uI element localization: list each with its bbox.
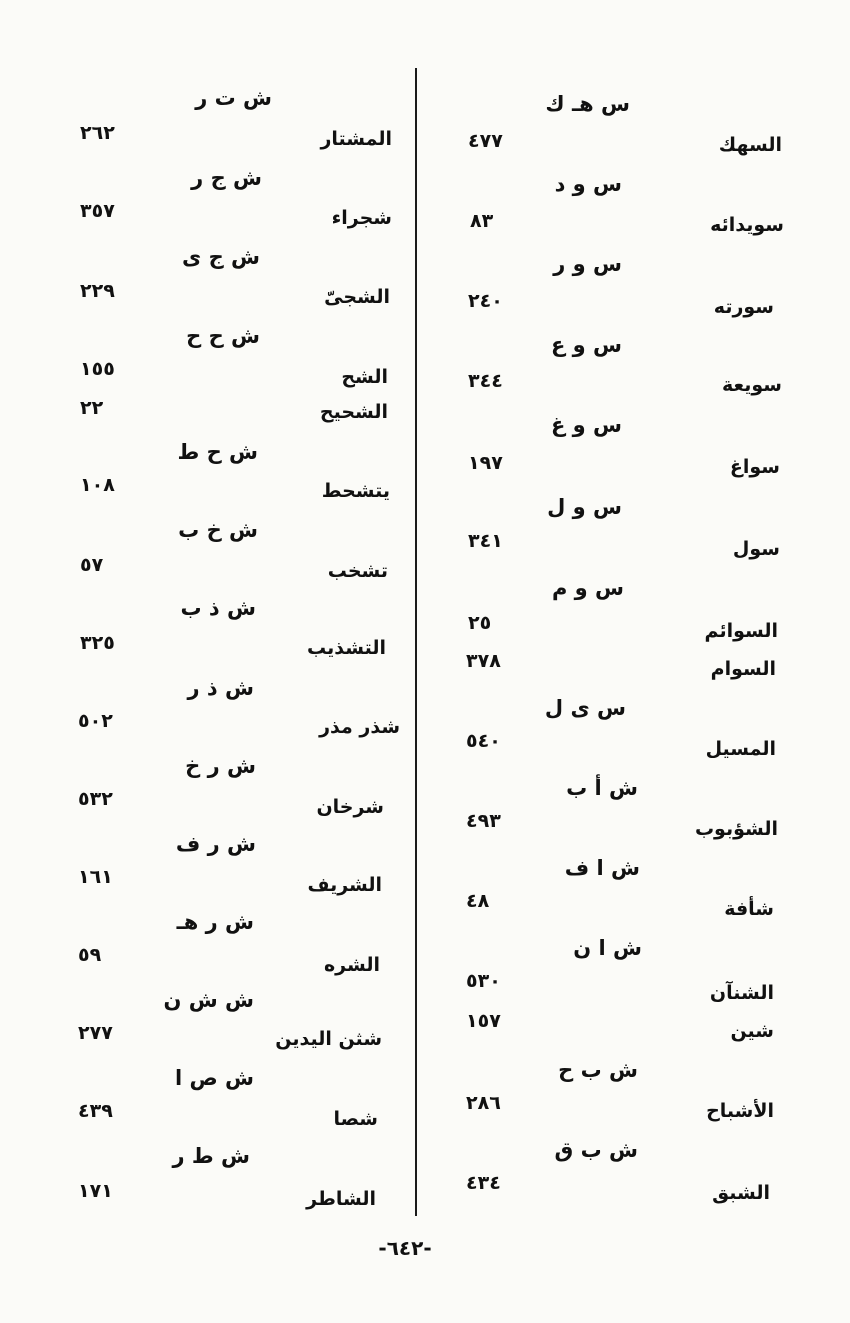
- entry-word: الشنآن: [709, 982, 774, 1004]
- entry-word: الشريف: [307, 874, 382, 896]
- entry-word: الشبق: [712, 1182, 770, 1204]
- entry-word: يتشحط: [321, 480, 390, 502]
- page-reference: ٤٩٣: [466, 810, 501, 832]
- page-reference: ٢٢٩: [80, 280, 115, 302]
- page-reference: ٢٥: [468, 612, 492, 634]
- page-reference: ٤٨: [466, 890, 490, 912]
- entry-word: المسيل: [705, 738, 776, 760]
- entry-word: سول: [732, 538, 780, 560]
- root-heading: ش ر ف: [175, 832, 256, 856]
- root-heading: ش ر خ: [185, 754, 256, 778]
- entry-word: الأشباح: [706, 1100, 774, 1122]
- page-reference: ٢٤٠: [468, 290, 503, 312]
- entry-word: الشح: [341, 366, 388, 388]
- entry-word: شثن اليدين: [275, 1028, 382, 1050]
- page-reference: ٣٧٨: [466, 650, 501, 672]
- page-reference: ١٩٧: [468, 452, 503, 474]
- entry-word: المشتار: [320, 128, 392, 150]
- page-reference: ٢٧٧: [78, 1022, 113, 1044]
- root-heading: ش ا ن: [573, 936, 642, 960]
- root-heading: س هـ ك: [545, 92, 630, 116]
- page-reference: ٥٣٠: [466, 970, 501, 992]
- page-reference: ١٦١: [78, 866, 113, 888]
- root-heading: ش ش ن: [163, 988, 254, 1012]
- page-reference: ١٥٥: [80, 358, 115, 380]
- root-heading: ش ج ى: [182, 245, 260, 269]
- page-reference: ١٧١: [78, 1180, 113, 1202]
- root-heading: س و ر: [553, 252, 622, 276]
- page-reference: ٢٦٢: [80, 122, 115, 144]
- entry-word: الشؤبوب: [694, 818, 778, 840]
- entry-word: شأفة: [724, 898, 774, 920]
- entry-word: شين: [730, 1020, 774, 1042]
- page-reference: ٥٠٢: [78, 710, 113, 732]
- page-reference: ٣٤١: [468, 530, 503, 552]
- entry-word: الشره: [323, 954, 380, 976]
- page-reference: ٤٣٩: [78, 1100, 113, 1122]
- root-heading: ش ا ف: [564, 856, 640, 880]
- entry-word: سورته: [713, 296, 774, 318]
- root-heading: ش ذ ب: [180, 596, 256, 620]
- page-reference: ٢٢: [80, 397, 104, 419]
- root-heading: ش ب ق: [554, 1138, 638, 1162]
- entry-word: السوائم: [704, 620, 778, 642]
- entry-word: تشخب: [327, 560, 388, 582]
- root-heading: س و د: [554, 172, 622, 196]
- root-heading: ش ب ح: [558, 1058, 638, 1082]
- root-heading: ش ر هـ: [176, 910, 254, 934]
- entry-word: شصا: [333, 1108, 378, 1130]
- page-reference: ٤٣٤: [466, 1172, 501, 1194]
- page-reference: ١٥٧: [466, 1010, 501, 1032]
- page-reference: ٥٣٢: [78, 788, 113, 810]
- root-heading: ش خ ب: [178, 518, 258, 542]
- entry-word: شجراء: [331, 207, 392, 229]
- root-heading: س و ل: [547, 495, 622, 519]
- entry-word: السهك: [718, 134, 782, 156]
- entry-word: الشجىّ: [324, 286, 390, 308]
- page-reference: ٨٣: [470, 210, 494, 232]
- root-heading: س و غ: [551, 413, 622, 437]
- root-heading: س و م: [551, 576, 624, 600]
- root-heading: ش ت ر: [195, 86, 272, 110]
- entry-word: الشحيح: [319, 401, 388, 423]
- page-reference: ٣٥٧: [80, 200, 115, 222]
- page-reference: ١٠٨: [80, 474, 115, 496]
- entry-word: التشذيب: [307, 637, 386, 659]
- entry-word: الشاطر: [306, 1188, 376, 1210]
- page-number: -٦٤٢-: [378, 1236, 432, 1260]
- entry-word: سواغ: [729, 456, 780, 478]
- root-heading: ش ص ا: [174, 1066, 254, 1090]
- entry-word: سويدائه: [710, 214, 784, 236]
- entry-word: شذر مذر: [319, 716, 400, 738]
- root-heading: ش أ ب: [566, 776, 638, 800]
- root-heading: ش ح ط: [177, 440, 258, 464]
- root-heading: س و ع: [551, 333, 622, 357]
- page-reference: ٤٧٧: [468, 130, 503, 152]
- page-reference: ٣٢٥: [80, 632, 115, 654]
- entry-word: السوام: [710, 658, 776, 680]
- page-reference: ٣٤٤: [468, 370, 503, 392]
- page-reference: ٥٤٠: [466, 730, 501, 752]
- root-heading: ش ط ر: [172, 1144, 250, 1168]
- entry-word: شرخان: [316, 796, 384, 818]
- root-heading: ش ح ح: [186, 324, 260, 348]
- root-heading: ش ج ر: [191, 166, 262, 190]
- root-heading: ش ذ ر: [187, 676, 254, 700]
- page-reference: ٥٩: [78, 944, 102, 966]
- column-divider: [415, 68, 417, 1216]
- page-reference: ٥٧: [80, 554, 104, 576]
- entry-word: سويعة: [722, 374, 782, 396]
- page-reference: ٢٨٦: [466, 1092, 501, 1114]
- root-heading: س ى ل: [544, 696, 626, 720]
